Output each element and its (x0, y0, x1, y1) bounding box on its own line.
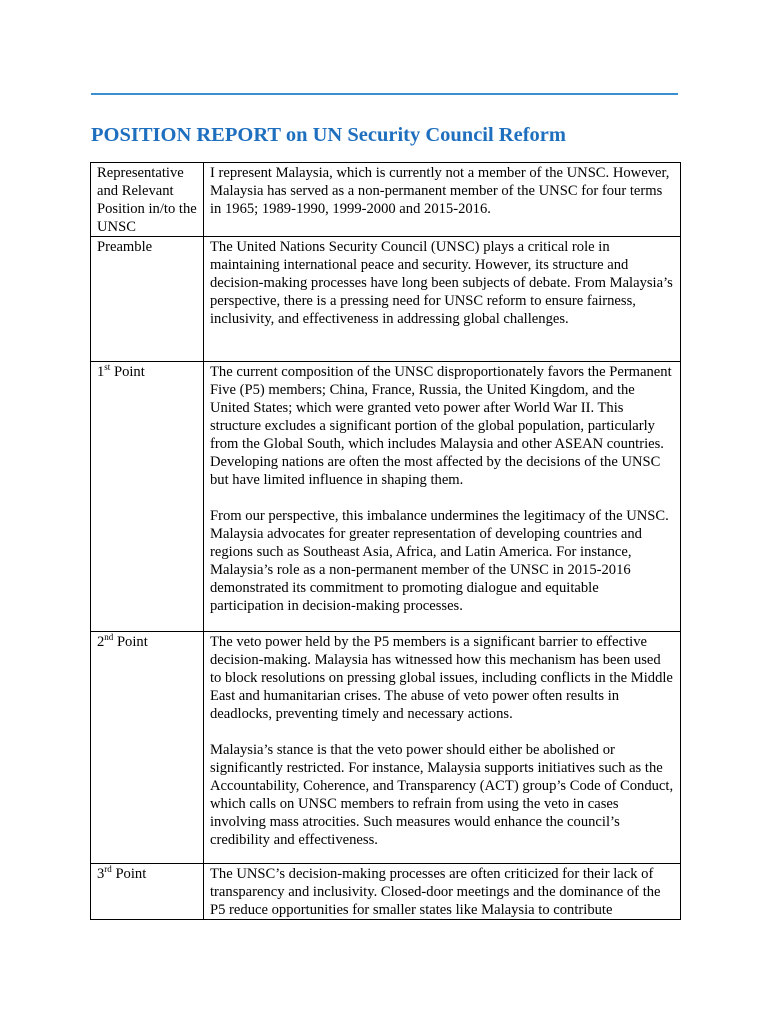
table-row (91, 237, 681, 362)
paragraph: The UNSC’s decision-making processes are often criticized for their lack of transparency and inclusivity. Closed-door meetings and the dominance of the P5 reduce opportunities for smaller states like Malaysia to contribute (210, 866, 661, 918)
table-row (91, 864, 681, 920)
table-row (91, 362, 681, 632)
paragraph: Malaysia’s stance is that the veto power should either be abolished or significantly restricted. For instance, Malaysia supports initiatives such as the Accountability, Coherence, and Transparency (ACT) group’s Code of Conduct, which calls on UNSC members to refrain from using the veto in cases involving mass atrocities. Such measures would enhance the council’s credibility and effectiveness. (210, 742, 674, 848)
paragraph: From our perspective, this imbalance undermines the legitimacy of the UNSC. Malaysia advocates for greater representation of developing countries and regions such as Southeast Asia, Africa, and Latin America. For instance, Malaysia’s role as a non-permanent member of the UNSC in 2015-2016 demonstrated its commitment to promoting dialogue and equitable participation in decision-making processes. (210, 508, 669, 614)
paragraph: I represent Malaysia, which is currently not a member of the UNSC. However, Malaysia has served as a non-permanent member of the UNSC for four terms in 1965; 1989-1990, 1999-2000 and 2015-2016. (210, 165, 670, 217)
row-content (204, 237, 681, 362)
ordinal-suffix: rd (104, 864, 112, 875)
page-title: POSITION REPORT on UN Security Council Reform (91, 124, 566, 146)
point-number: 2 (97, 634, 105, 650)
table-row (91, 632, 681, 864)
row-label: Representative and Relevant Position in/to the UNSC (91, 163, 204, 237)
ordinal-suffix: st (104, 362, 111, 373)
point-word: Point (113, 634, 148, 650)
row-content (204, 362, 681, 632)
paragraph: The current composition of the UNSC disproportionately favors the Permanent Five (P5) members; China, France, Russia, the United Kingdom, and the United States; which were granted veto power after World War II. This structure excludes a significant portion of the global population, particularly from the Global South, which includes Malaysia and other ASEAN countries. Developing nations are often the most affected by the decisions of the UNSC but have limited influence in shaping them. (210, 364, 672, 488)
row-content (204, 163, 681, 237)
position-table (90, 162, 681, 920)
row-label (91, 632, 204, 864)
point-number: 3 (97, 866, 105, 882)
row-content (204, 864, 681, 920)
point-word: Point (110, 364, 145, 380)
row-label (91, 864, 204, 920)
ordinal-suffix: nd (104, 632, 114, 643)
row-content (204, 632, 681, 864)
row-label (91, 362, 204, 632)
paragraph: The veto power held by the P5 members is a significant barrier to effective decision-making. Malaysia has witnessed how this mechanism has been used to block resolutions on pressing global issues, including conflicts in the Middle East and humanitarian crises. The abuse of veto power often results in deadlocks, preventing timely and necessary actions. (210, 634, 673, 722)
header-divider (91, 93, 678, 95)
table-row (91, 163, 681, 237)
point-number: 1 (97, 364, 105, 380)
point-word: Point (111, 866, 147, 882)
paragraph: The United Nations Security Council (UNSC) plays a critical role in maintaining international peace and security. However, its structure and decision-making processes have long been subjects of debate. From Malaysia’s perspective, there is a pressing need for UNSC reform to ensure fairness, inclusivity, and effectiveness in addressing global challenges. (210, 239, 673, 327)
row-label: Preamble (91, 237, 204, 362)
